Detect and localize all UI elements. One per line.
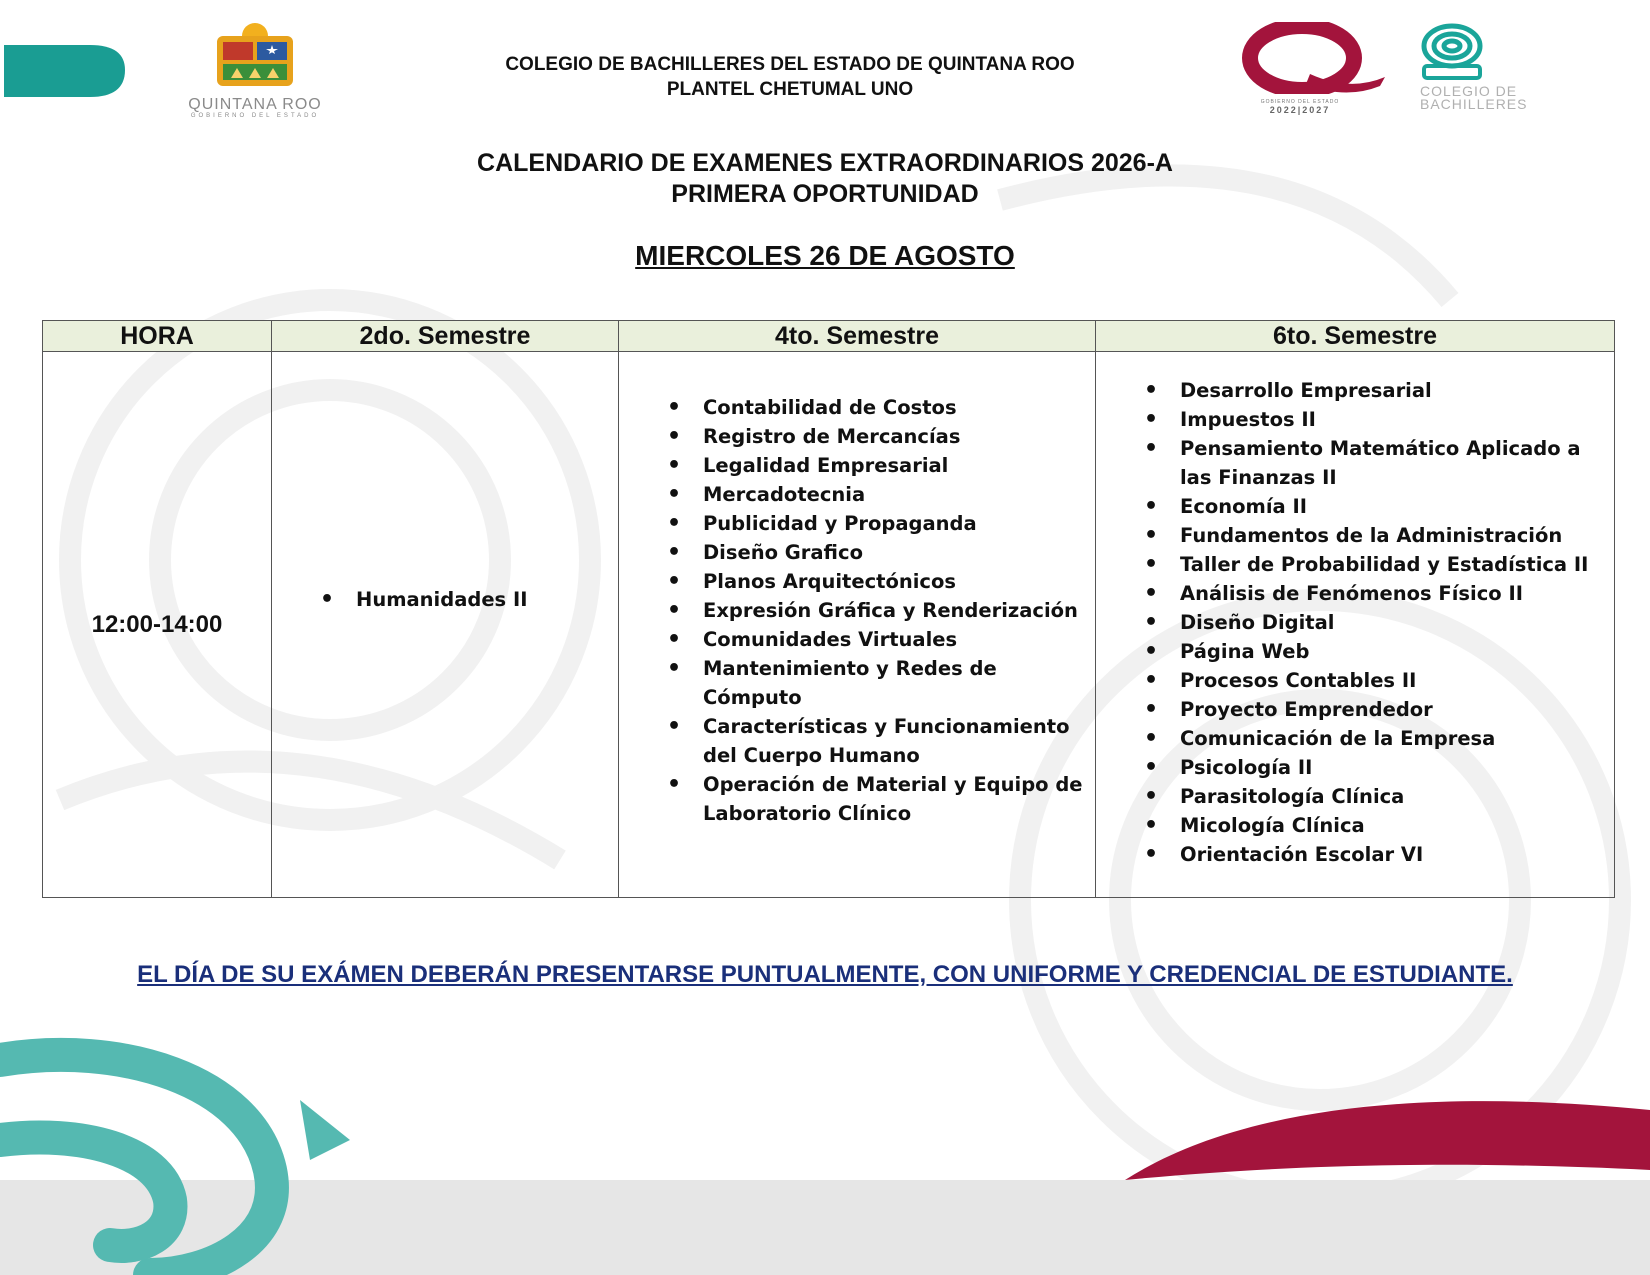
- sem2-subject-list: [272, 585, 618, 614]
- list-item: • Impuestos II: [1144, 405, 1614, 434]
- q-emblem-icon: [1240, 22, 1390, 94]
- list-item: • Características y Funcionamiento del Cuerpo Humano: [667, 712, 1095, 770]
- list-item: • Psicología II: [1144, 753, 1614, 782]
- header-6to-semestre: 6to. Semestre: [1096, 321, 1615, 352]
- title-line1: CALENDARIO DE EXAMENES EXTRAORDINARIOS 2026-A: [477, 149, 1173, 177]
- list-item: • Orientación Escolar VI: [1144, 840, 1614, 869]
- cobach-spiral-icon: [1420, 22, 1490, 80]
- list-item: • Legalidad Empresarial: [667, 451, 1095, 480]
- list-item: • Fundamentos de la Administración: [1144, 521, 1614, 550]
- list-item: • Taller de Probabilidad y Estadística II: [1144, 550, 1614, 579]
- list-item: • Registro de Mercancías: [667, 422, 1095, 451]
- header-4to-semestre: 4to. Semestre: [619, 321, 1096, 352]
- sem4-subject-list: [619, 393, 1095, 828]
- sem2-cell: [272, 352, 619, 898]
- list-item: • Parasitología Clínica: [1144, 782, 1614, 811]
- list-item: • Economía II: [1144, 492, 1614, 521]
- list-item: • Humanidades II: [320, 585, 618, 614]
- list-item: • Comunidades Virtuales: [667, 625, 1095, 654]
- cobach-name-line2: BACHILLERES: [1420, 96, 1528, 112]
- title-line2: PRIMERA OPORTUNIDAD: [671, 180, 979, 208]
- header-2do-semestre: 2do. Semestre: [272, 321, 619, 352]
- list-item: • Diseño Digital: [1144, 608, 1614, 637]
- coat-of-arms-icon: [165, 22, 345, 92]
- list-item: • Diseño Grafico: [667, 538, 1095, 567]
- exam-schedule-table: [42, 320, 1615, 898]
- quintana-roo-logo: [165, 22, 345, 119]
- list-item: • Expresión Gráfica y Renderización: [667, 596, 1095, 625]
- list-item: • Pensamiento Matemático Aplicado a las Finanzas II: [1144, 434, 1614, 492]
- list-item: • Proyecto Emprendedor: [1144, 695, 1614, 724]
- list-item: • Mercadotecnia: [667, 480, 1095, 509]
- list-item: • Planos Arquitectónicos: [667, 567, 1095, 596]
- sem4-cell: [619, 352, 1096, 898]
- gobierno-q-logo: [1240, 22, 1390, 115]
- colegio-bachilleres-logo: [1420, 22, 1580, 112]
- table-row: [43, 352, 1615, 898]
- list-item: • Análisis de Fenómenos Físico II: [1144, 579, 1614, 608]
- list-item: • Contabilidad de Costos: [667, 393, 1095, 422]
- list-item: • Desarrollo Empresarial: [1144, 376, 1614, 405]
- quintana-roo-logo-sub: GOBIERNO DEL ESTADO: [190, 113, 320, 119]
- hora-cell: 12:00-14:00: [43, 352, 272, 898]
- sem6-subject-list: [1096, 376, 1614, 869]
- institution-header: [350, 52, 1230, 102]
- page-title: [300, 148, 1350, 210]
- list-item: • Publicidad y Propaganda: [667, 509, 1095, 538]
- exam-date: MIERCOLES 26 DE AGOSTO: [635, 240, 1015, 271]
- cobach-name-line1: COLEGIO DE: [1420, 83, 1518, 99]
- header-hora: HORA: [43, 321, 272, 352]
- institution-name: COLEGIO DE BACHILLERES DEL ESTADO DE QUINTANA ROO: [505, 54, 1075, 75]
- campus-name: PLANTEL CHETUMAL UNO: [666, 79, 914, 100]
- list-item: • Mantenimiento y Redes de Cómputo: [667, 654, 1095, 712]
- list-item: • Micología Clínica: [1144, 811, 1614, 840]
- attendance-note: EL DÍA DE SU EXÁMEN DEBERÁN PRESENTARSE PUNTUALMENTE, CON UNIFORME Y CREDENCIAL DE ESTUDIANTE.: [137, 961, 1513, 988]
- table-header-row: [43, 321, 1615, 352]
- list-item: • Página Web: [1144, 637, 1614, 666]
- sem6-cell: [1096, 352, 1615, 898]
- list-item: • Procesos Contables II: [1144, 666, 1614, 695]
- quintana-roo-logo-name: QUINTANA ROO: [188, 96, 322, 113]
- q-logo-sub: GOBIERNO DEL ESTADO: [1260, 99, 1340, 105]
- list-item: • Operación de Material y Equipo de Laboratorio Clínico: [667, 770, 1095, 828]
- list-item: • Comunicación de la Empresa: [1144, 724, 1614, 753]
- q-logo-years: 2022|2027: [1269, 105, 1331, 115]
